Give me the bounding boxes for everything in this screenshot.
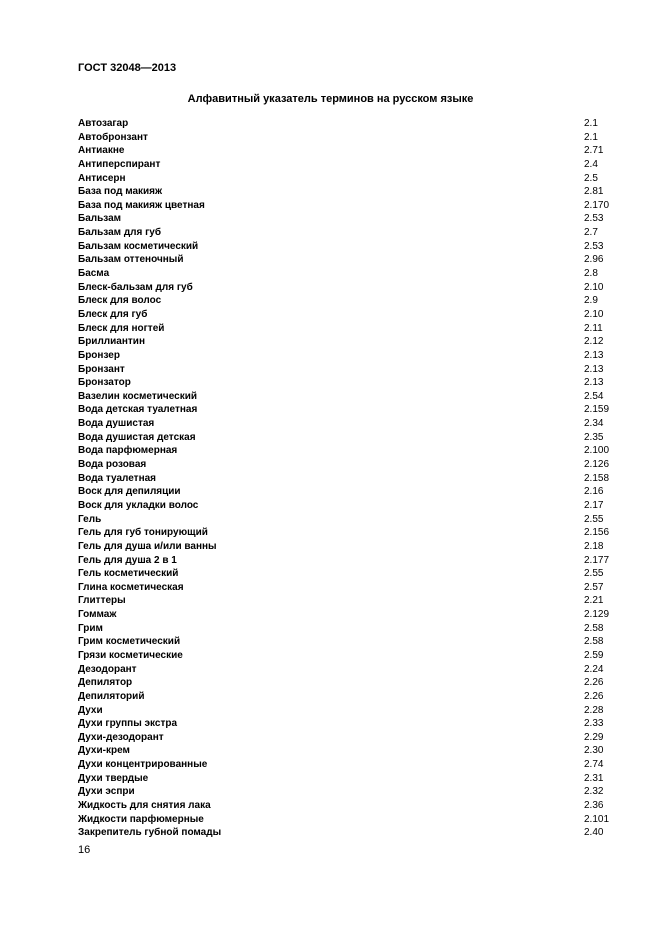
index-term: Басма: [78, 268, 110, 280]
index-term: Вода розовая: [78, 459, 147, 471]
index-entry: [78, 226, 618, 240]
index-entry: [78, 731, 618, 745]
index-term: Жидкость для снятия лака: [78, 800, 211, 812]
index-entry: [78, 622, 618, 636]
index-reference: 2.81: [584, 186, 604, 198]
index-reference: 2.13: [584, 349, 604, 361]
index-entry: [78, 363, 618, 377]
index-term: Антиакне: [78, 145, 125, 157]
index-reference: 2.17: [584, 499, 604, 511]
index-entry: [78, 826, 618, 840]
index-entry: [78, 744, 618, 758]
index-entry: [78, 172, 618, 186]
index-entry: [78, 785, 618, 799]
index-entry: [78, 663, 618, 677]
index-entry: [78, 608, 618, 622]
index-entry: [78, 540, 618, 554]
index-entry: [78, 526, 618, 540]
index-reference: 2.36: [584, 800, 604, 812]
index-entry: [78, 322, 618, 336]
index-reference: 2.100: [584, 445, 610, 457]
index-term: Блеск-бальзам для губ: [78, 281, 193, 293]
index-entry: [78, 131, 618, 145]
index-entry: [78, 117, 618, 131]
index-term: Духи группы экстра: [78, 718, 178, 730]
index-term: Воск для депиляции: [78, 486, 181, 498]
index-term: Блеск для губ: [78, 308, 148, 320]
index-reference: 2.74: [584, 759, 604, 771]
index-reference: 2.10: [584, 308, 604, 320]
index-reference: 2.53: [584, 240, 604, 252]
index-entry: [78, 335, 618, 349]
index-entry: [78, 485, 618, 499]
index-term: Депиляторий: [78, 690, 145, 702]
index-term: Автобронзант: [78, 131, 148, 143]
index-entry: [78, 431, 618, 445]
index-reference: 2.126: [584, 459, 610, 471]
index-reference: 2.32: [584, 786, 604, 798]
document-header-standard: ГОСТ 32048—2013: [78, 62, 177, 74]
index-reference: 2.33: [584, 718, 604, 730]
index-entry: [78, 417, 618, 431]
index-reference: 2.159: [584, 404, 610, 416]
index-reference: 2.21: [584, 595, 604, 607]
index-term: Бронзант: [78, 363, 125, 375]
index-entry: [78, 554, 618, 568]
index-reference: 2.13: [584, 377, 604, 389]
index-entry: [78, 581, 618, 595]
index-term: Жидкости парфюмерные: [78, 813, 204, 825]
index-term: Блеск для ногтей: [78, 322, 165, 334]
index-reference: 2.58: [584, 622, 604, 634]
index-reference: 2.55: [584, 568, 604, 580]
index-reference: 2.13: [584, 363, 604, 375]
index-term: Духи твердые: [78, 772, 149, 784]
index-reference: 2.170: [584, 199, 610, 211]
index-entry: [78, 349, 618, 363]
index-term: Духи-крем: [78, 745, 130, 757]
index-entry: [78, 594, 618, 608]
index-term: Антиперспирант: [78, 158, 161, 170]
index-reference: 2.4: [584, 158, 598, 170]
index-reference: 2.29: [584, 731, 604, 743]
index-term: Глина косметическая: [78, 581, 184, 593]
index-entry: [78, 144, 618, 158]
index-reference: 2.31: [584, 772, 604, 784]
index-entry: [78, 376, 618, 390]
index-entry: [78, 649, 618, 663]
index-reference: 2.24: [584, 663, 604, 675]
index-reference: 2.26: [584, 690, 604, 702]
index-term: Бальзам для губ: [78, 227, 162, 239]
index-entry: [78, 253, 618, 267]
index-entry: [78, 772, 618, 786]
index-entry: [78, 281, 618, 295]
index-term: База под макияж цветная: [78, 199, 205, 211]
index-reference: 2.55: [584, 513, 604, 525]
index-term: Гель для губ тонирующий: [78, 527, 208, 539]
index-reference: 2.28: [584, 704, 604, 716]
index-term: Бальзам оттеночный: [78, 254, 184, 266]
index-entry: [78, 513, 618, 527]
index-reference: 2.8: [584, 268, 598, 280]
index-entry: [78, 444, 618, 458]
index-reference: 2.158: [584, 472, 610, 484]
index-entry: [78, 676, 618, 690]
index-term: Духи эспри: [78, 786, 135, 798]
index-reference: 2.26: [584, 677, 604, 689]
index-reference: 2.9: [584, 295, 598, 307]
index-term: Воск для укладки волос: [78, 499, 199, 511]
index-term: База под макияж: [78, 186, 163, 198]
index-reference: 2.10: [584, 281, 604, 293]
index-term: Бронзер: [78, 349, 120, 361]
index-entry: [78, 813, 618, 827]
index-entry: [78, 799, 618, 813]
index-reference: 2.5: [584, 172, 598, 184]
index-entry: [78, 403, 618, 417]
index-reference: 2.12: [584, 336, 604, 348]
index-term: Гель: [78, 513, 102, 525]
index-reference: 2.57: [584, 581, 604, 593]
index-entry: [78, 635, 618, 649]
index-term: Гель для душа и/или ванны: [78, 540, 217, 552]
index-entry: [78, 267, 618, 281]
index-entry: [78, 240, 618, 254]
index-reference: 2.34: [584, 418, 604, 430]
index-term: Духи концентрированные: [78, 759, 208, 771]
index-term: Духи-дезодорант: [78, 731, 164, 743]
index-term: Бальзам: [78, 213, 122, 225]
index-reference: 2.7: [584, 227, 598, 239]
index-term: Вода детская туалетная: [78, 404, 198, 416]
index-term: Депилятор: [78, 677, 133, 689]
index-term: Гоммаж: [78, 609, 117, 621]
index-reference: 2.59: [584, 649, 604, 661]
index-entry: [78, 458, 618, 472]
index-term: Бриллиантин: [78, 336, 145, 348]
index-term: Духи: [78, 704, 103, 716]
index-reference: 2.54: [584, 390, 604, 402]
index-term: Автозагар: [78, 118, 129, 129]
index-reference: 2.156: [584, 527, 610, 539]
index-entry: [78, 499, 618, 513]
index-term: Вазелин косметический: [78, 390, 198, 402]
index-term: Закрепитель губной помады: [78, 827, 222, 839]
index-term: Вода душистая: [78, 418, 155, 430]
index-entry: [78, 158, 618, 172]
index-reference: 2.96: [584, 254, 604, 266]
index-reference: 2.71: [584, 145, 604, 157]
index-entry: [78, 717, 618, 731]
index-entry: [78, 308, 618, 322]
index-reference: 2.11: [584, 322, 603, 334]
index-entry: [78, 690, 618, 704]
index-entry: [78, 185, 618, 199]
index-entry: [78, 390, 618, 404]
index-term: Грязи косметические: [78, 649, 183, 661]
index-term: Бальзам косметический: [78, 240, 199, 252]
index-reference: 2.30: [584, 745, 604, 757]
index-term: Бронзатор: [78, 377, 131, 389]
index-term: Вода парфюмерная: [78, 445, 178, 457]
index-reference: 2.16: [584, 486, 604, 498]
index-term: Грим: [78, 622, 103, 634]
index-reference: 2.1: [584, 131, 598, 143]
index-reference: 2.1: [584, 118, 598, 129]
index-list: [78, 117, 618, 840]
index-term: Дезодорант: [78, 663, 137, 675]
index-reference: 2.101: [584, 813, 610, 825]
index-reference: 2.40: [584, 827, 604, 839]
index-reference: 2.18: [584, 540, 604, 552]
index-reference: 2.177: [584, 554, 610, 566]
index-title: Алфавитный указатель терминов на русском языке: [187, 93, 474, 105]
index-term: Антисерн: [78, 172, 126, 184]
index-term: Вода туалетная: [78, 472, 157, 484]
index-entry: [78, 199, 618, 213]
index-reference: 2.58: [584, 636, 604, 648]
index-reference: 2.53: [584, 213, 604, 225]
index-term: Блеск для волос: [78, 295, 162, 307]
index-entry: [78, 472, 618, 486]
index-term: Гель косметический: [78, 568, 179, 580]
page-number: 16: [78, 844, 91, 856]
index-term: Грим косметический: [78, 636, 181, 648]
index-term: Гель для душа 2 в 1: [78, 554, 177, 566]
index-entry: [78, 704, 618, 718]
index-entry: [78, 567, 618, 581]
index-reference: 2.129: [584, 609, 610, 621]
index-entry: [78, 212, 618, 226]
index-entry: [78, 758, 618, 772]
index-entry: [78, 294, 618, 308]
index-reference: 2.35: [584, 431, 604, 443]
index-term: Глиттеры: [78, 595, 126, 607]
index-term: Вода душистая детская: [78, 431, 196, 443]
